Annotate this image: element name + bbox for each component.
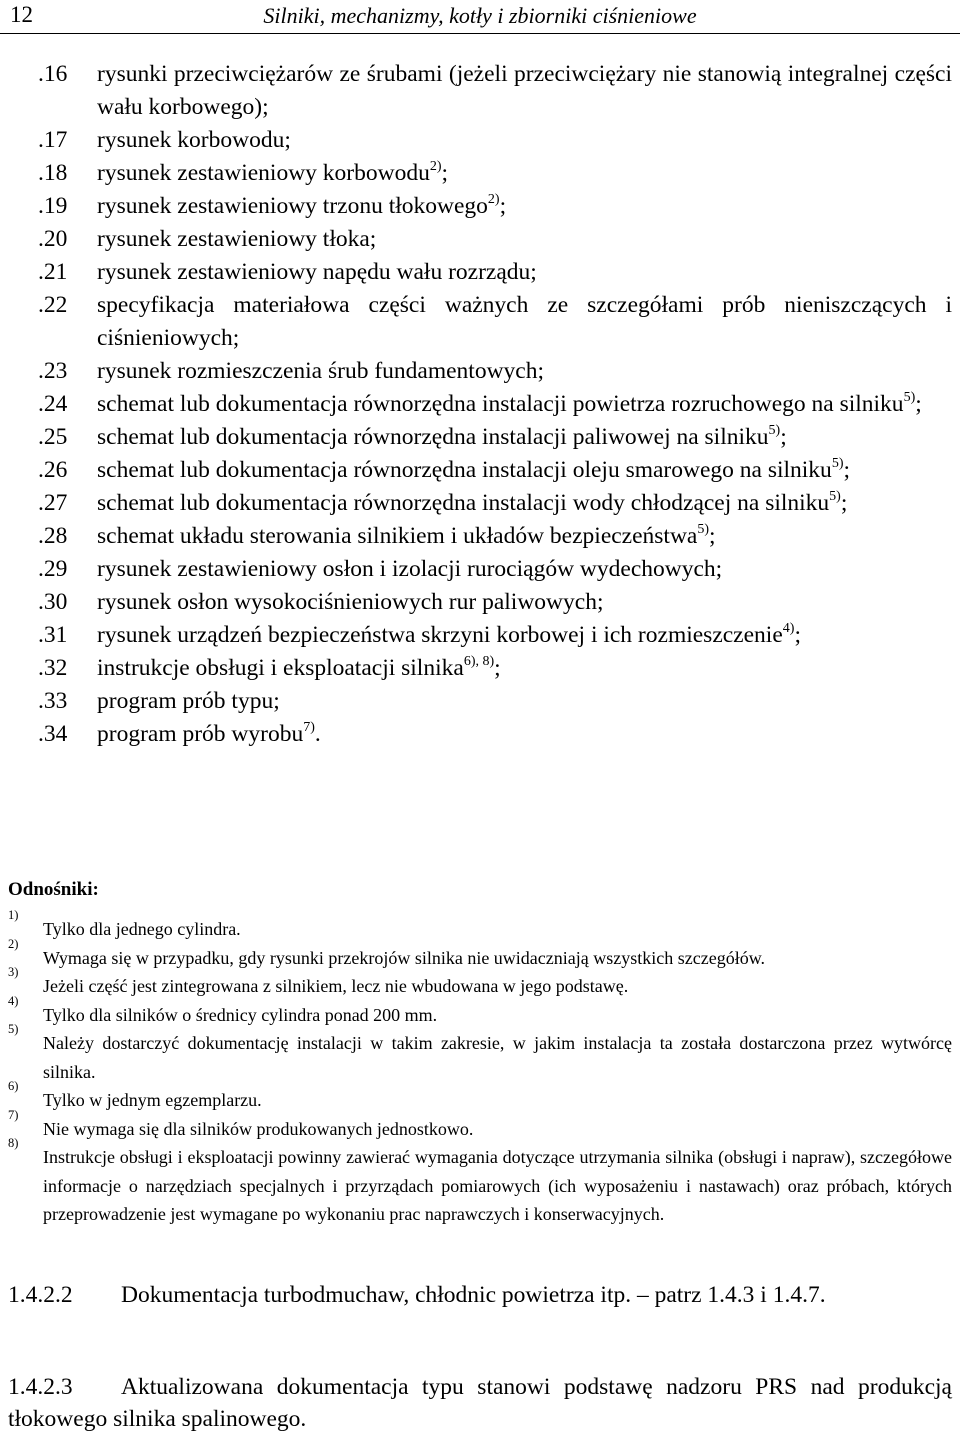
- list-item: [0, 487, 960, 520]
- item-text: [97, 421, 952, 454]
- list-item: [0, 520, 960, 553]
- footnote-ref: 2): [429, 159, 442, 174]
- list-item: [0, 223, 960, 256]
- item-text-main: rysunek urządzeń bezpieczeństwa skrzyni korbowej i ich rozmieszczenie: [97, 622, 783, 648]
- list-item: [0, 454, 960, 487]
- footnote-text: Instrukcje obsługi i eksploatacji powinny zawierać wymagania dotyczące utrzymania silnika (obsługi i napraw), szczegółowe informacje o narzędziach specjalnych i przyrządach pomiarowych (ich wyposażeniu i nastawach) oraz próbach, których przeprowadzenie jest wymagane po wykonaniu prac naprawczych i konserwacyjnych.: [43, 1147, 952, 1224]
- item-text: [97, 124, 952, 157]
- item-text: [97, 718, 952, 751]
- item-punctuation: ;: [709, 523, 716, 549]
- footnote: [0, 908, 960, 944]
- footnote: [0, 1107, 960, 1144]
- item-text: [97, 520, 952, 553]
- list-item: [0, 553, 960, 586]
- footnote-text: Tylko w jednym egzemplarzu.: [43, 1090, 262, 1110]
- item-text-main: rysunek osłon wysokociśnieniowych rur paliwowych;: [97, 589, 604, 615]
- item-text: [97, 454, 952, 487]
- item-text-main: specyfikacja materiałowa części ważnych ze szczegółami prób nieniszczących i ciśnieniowych;: [97, 292, 952, 351]
- footnote-text: Nie wymaga się dla silników produkowanych jednostkowo.: [43, 1118, 474, 1139]
- footnote-ref: 5): [768, 423, 781, 438]
- running-title: Silniki, mechanizmy, kotły i zbiorniki ciśnieniowe: [263, 3, 697, 28]
- item-punctuation: ;: [794, 622, 801, 648]
- item-text-main: rysunek korbowodu;: [97, 127, 291, 153]
- list-item: [0, 157, 960, 190]
- list-item: [0, 718, 960, 751]
- item-text-main: rysunek zestawieniowy korbowodu: [97, 160, 430, 186]
- footnote: [0, 1079, 960, 1115]
- list-item: [0, 685, 960, 718]
- section-1-4-2-2: [8, 1279, 952, 1311]
- item-number: .28: [38, 523, 68, 549]
- item-text-main: schemat układu sterowania silnikiem i układów bezpieczeństwa: [97, 523, 698, 549]
- item-punctuation: ;: [915, 391, 922, 417]
- list-item: [0, 124, 960, 157]
- document-list: [0, 58, 960, 751]
- item-text-main: rysunki przeciwciężarów ze śrubami (jeżeli przeciwciężary nie stanowią integralnej części wału korbowego);: [97, 61, 952, 120]
- item-punctuation: ;: [494, 655, 501, 681]
- item-text: [97, 289, 952, 355]
- page-header: [0, 0, 960, 34]
- item-text: [97, 619, 952, 652]
- item-text: [97, 685, 952, 718]
- item-number: .30: [38, 589, 68, 615]
- item-punctuation: ;: [840, 490, 848, 516]
- footnote: [0, 1022, 960, 1086]
- item-number: .18: [38, 160, 68, 186]
- item-number: .34: [38, 721, 68, 747]
- footnote-ref: 5): [829, 489, 841, 504]
- footnote-mark: 1): [8, 908, 19, 922]
- item-text-main: rysunek rozmieszczenia śrub fundamentowych;: [97, 358, 544, 384]
- item-number: .27: [38, 490, 68, 516]
- item-text-main: rysunek zestawieniowy osłon i izolacji rurociągów wydechowych;: [97, 556, 723, 582]
- footnote-mark: 6): [8, 1079, 19, 1093]
- item-text-main: program prób typu;: [97, 688, 280, 714]
- item-text: [97, 190, 952, 223]
- item-text: [97, 487, 952, 520]
- footnote-ref: 5): [903, 390, 916, 405]
- footnote-mark: 7): [8, 1107, 19, 1122]
- footnote: [0, 1136, 960, 1229]
- item-text: [97, 355, 952, 388]
- item-number: .24: [38, 391, 68, 417]
- item-text: [97, 652, 952, 685]
- item-punctuation: ;: [499, 193, 507, 219]
- footnote-ref: 7): [303, 720, 315, 735]
- page-number: 12: [10, 2, 33, 27]
- footnote-mark: 2): [8, 936, 19, 951]
- item-text: [97, 586, 952, 619]
- item-number: .22: [38, 292, 68, 318]
- list-item: [0, 355, 960, 388]
- footnote-mark: 3): [8, 965, 19, 979]
- section-number: 1.4.2.2: [8, 1282, 73, 1308]
- footnote: [0, 993, 960, 1030]
- footnote-mark: 8): [8, 1136, 19, 1150]
- list-item: [0, 586, 960, 619]
- item-text-main: schemat lub dokumentacja równorzędna instalacji powietrza rozruchowego na silniku: [97, 391, 904, 417]
- footnotes-list: [0, 908, 960, 1229]
- footnote: [0, 936, 960, 973]
- footnote-ref: 5): [697, 522, 710, 537]
- list-item: [0, 58, 960, 124]
- item-punctuation: ;: [441, 160, 449, 186]
- list-item: [0, 652, 960, 685]
- list-item: [0, 619, 960, 652]
- footnote-text: Tylko dla silników o średnicy cylindra ponad 200 mm.: [43, 1004, 438, 1025]
- item-text-main: rysunek zestawieniowy napędu wału rozrządu;: [97, 259, 537, 285]
- item-number: .16: [38, 61, 68, 87]
- list-item: [0, 256, 960, 289]
- list-item: [0, 388, 960, 421]
- footnote: [0, 965, 960, 1001]
- footnote-ref: 5): [831, 456, 844, 471]
- item-text-main: schemat lub dokumentacja równorzędna instalacji oleju smarowego na silniku: [97, 457, 832, 483]
- item-text-main: program prób wyrobu: [97, 721, 304, 747]
- footnote-text: Tylko dla jednego cylindra.: [43, 919, 241, 939]
- item-text: [97, 256, 952, 289]
- footnote-ref: 6), 8): [463, 654, 495, 669]
- section-text: Dokumentacja turbodmuchaw, chłodnic powietrza itp. – patrz 1.4.3 i 1.4.7.: [121, 1282, 826, 1308]
- item-number: .23: [38, 358, 68, 384]
- item-number: .26: [38, 457, 68, 483]
- list-item: [0, 190, 960, 223]
- item-number: .25: [38, 424, 68, 450]
- footnote-ref: 4): [782, 621, 795, 636]
- item-text-main: rysunek zestawieniowy trzonu tłokowego: [97, 193, 488, 219]
- item-number: .19: [38, 193, 68, 219]
- footnote-text: Jeżeli część jest zintegrowana z silnikiem, lecz nie wbudowana w jego podstawę.: [43, 976, 629, 996]
- item-number: .33: [38, 688, 68, 714]
- item-text-main: instrukcje obsługi i eksploatacji silnika: [97, 655, 464, 681]
- item-text: [97, 58, 952, 124]
- footnote-mark: 4): [8, 993, 19, 1008]
- item-number: .21: [38, 259, 68, 285]
- list-item: [0, 421, 960, 454]
- footnote-text: Wymaga się w przypadku, gdy rysunki przekrojów silnika nie uwidaczniają wszystkich szczegółów.: [43, 947, 766, 968]
- item-text: [97, 223, 952, 256]
- item-punctuation: ;: [843, 457, 851, 483]
- item-text: [97, 553, 952, 586]
- item-number: .32: [38, 655, 68, 681]
- section-1-4-2-3: [8, 1371, 952, 1435]
- footnote-mark: 5): [8, 1022, 19, 1036]
- item-number: .29: [38, 556, 68, 582]
- section-text: Aktualizowana dokumentacja typu stanowi podstawę nadzoru PRS nad produkcją tłokowego silnika spalinowego.: [8, 1374, 952, 1432]
- item-number: .17: [38, 127, 68, 153]
- item-punctuation: ;: [780, 424, 787, 450]
- item-text: [97, 157, 952, 190]
- item-text-main: schemat lub dokumentacja równorzędna instalacji wody chłodzącej na silniku: [97, 490, 830, 516]
- item-text-main: rysunek zestawieniowy tłoka;: [97, 226, 377, 252]
- footnote-text: Należy dostarczyć dokumentację instalacji w takim zakresie, w jakim instalacja ta została dostarczona przez wytwórcę silnika.: [43, 1033, 952, 1082]
- item-number: .31: [38, 622, 68, 648]
- footnotes-heading: Odnośniki:: [8, 879, 99, 900]
- item-text: [97, 388, 952, 421]
- item-number: .20: [38, 226, 68, 252]
- section-number: 1.4.2.3: [8, 1374, 73, 1400]
- item-text-main: schemat lub dokumentacja równorzędna instalacji paliwowej na silniku: [97, 424, 769, 450]
- item-punctuation: .: [314, 721, 321, 747]
- list-item: [0, 289, 960, 355]
- footnote-ref: 2): [487, 192, 500, 207]
